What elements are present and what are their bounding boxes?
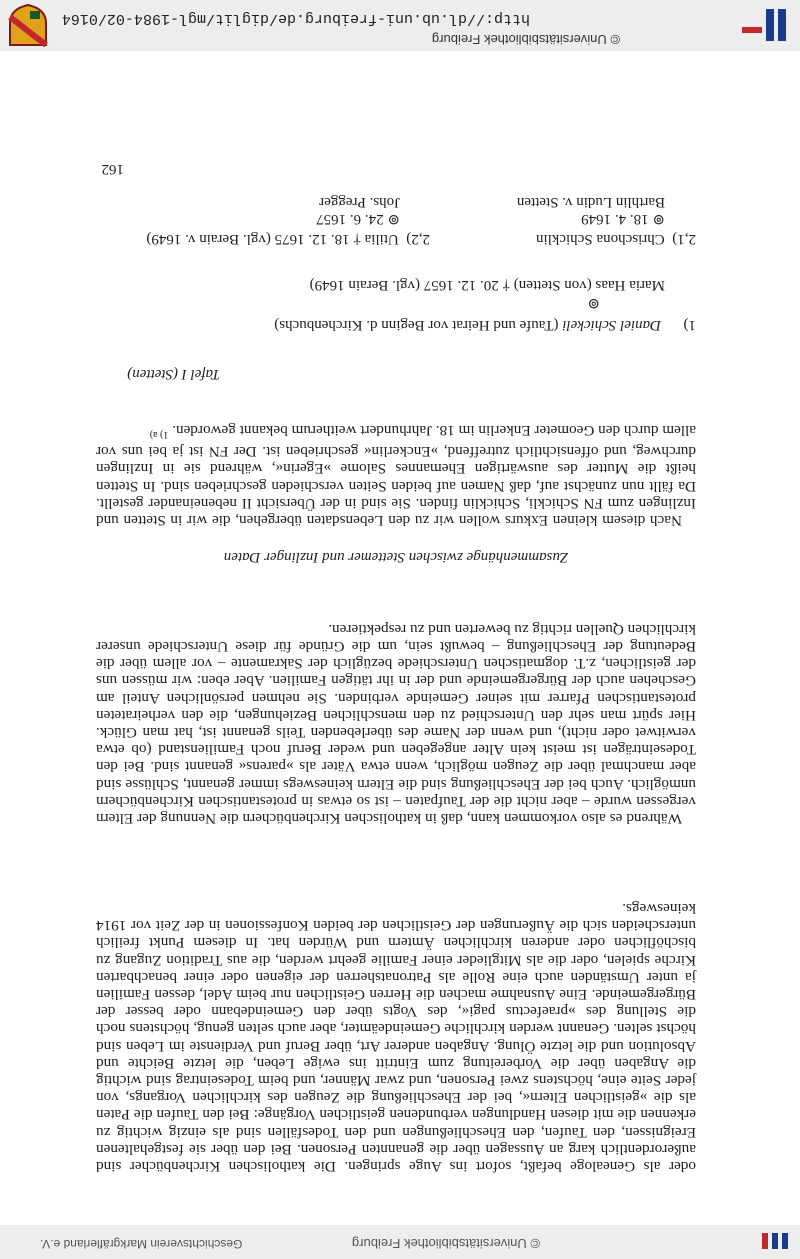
bottom-credit: © Universitätsbibliothek Freiburg (431, 32, 620, 47)
child-1-spouse: Barthlin Ludin v. Stetten (516, 194, 665, 210)
genealogy-line-2: Maria Haas (von Stetten) † 20. 12. 1657 (vgl. Berain 1649) (309, 277, 665, 293)
viewer-bottom-bar (0, 0, 800, 51)
top-association: Geschichtsverein Markgräflerland e.V. (40, 1237, 243, 1251)
child-1-marriage: ⊚ 18. 4. 1649 (581, 211, 665, 227)
paragraph-2: Während es also vorkommen kann, daß in katholischen Kirchenbüchern die Nennung der Eltern vergessen wurde – aber nicht die der Taufpaten – ist so etwas in protestantischen Kirchenbüchern unmöglich. Auch bei der Eheschließung sind die Eltern keineswegs immer genannt, Schlüsse sind aber manchmal über die Zeugen möglich, wenn etwa Väter als »parens« genannt sind. Bei den Todeseinträgen ist meist kein Alter angegeben und weder Beruf noch Familienstand (ob etwa verwitwet oder nicht), und wenn der Name des überlebenden Teils genannt ist, hat man Glück. Hier spürt man sehr den Unterschied zu den menschlichen Beziehungen, die den verheirateten protestantischen Pfarrer mit seiner Gemeinde verbinden. Sie nehmen persönlichen Anteil am Geschehen auch der Bürgergemeinde und der in ihr tätigen Familien. Aber eben: wir müssen uns der geistlichen, z.T. dogmatischen Unterschiede bezüglich der Sakramente – vor allem über die Bedeutung der Eheschließung – bewußt sein, um die Gründe für diese Unterschiede unserer kirchlichen Quellen richtig zu bewerten und zu respektieren. (96, 620, 696, 827)
child-2-spouse: Johs. Pregger (319, 194, 400, 210)
child-2: 2,2) Utilia † 18. 12. 1675 (vgl. Berain v. 1649) (146, 231, 430, 247)
genealogy-line-1: 1) Daniel Schickeli (Taufe und Heirat vor Beginn d. Kirchenbuchs) (274, 317, 696, 333)
section-heading: Zusammenhänge zwischen Stettemer und Inzlinger Daten (223, 549, 569, 565)
marriage-symbol: ⊚ (587, 295, 600, 311)
footnote-reference: 1) a) (149, 428, 169, 440)
paragraph-1: oder als Genealoge befaßt, sofort ins Auge springen. Die katholischen Kirchenbücher sind außerordentlich karg an Aussagen über die genannten Personen. Bei den über sie festgehaltenen Ereignissen, den Taufen, den Eheschließungen und den Todesfällen sind als einzig wichtig zu erkennen die mit diesen Handlungen verbundenen geistlichen Vorgänge: Bei den Taufen die Paten als die »geistlichen Eltern«, bei der Eheschließung die Zeugen des kirchlichen Vorgangs, von jeder Seite eine, höchstens zwei Personen, und zwar Männer, und beim Todeseintrag sind wichtig die Angaben über die Vorbereitung zum Eintritt ins ewige Leben, die letzte Beichte und Absolution und die letzte Ölung. Angaben anderer Art, über Beruf und Verdienste im Leben sind höchst selten. Genannt werden kirchliche Gemeindeämter, aber auch selten genug, höchstens noch die Stellung des »praefectus pagi«, des Vogts über den Gemeindebann oder besser der Bürgergemeinde. Eine Ausnahme machen die Herren Geistlichen nur beim Adel, dessen Familien ja unter Umständen auch eine Rolle als Patronatsherren der eigenen oder einer benachbarten Kirche spielen, oder die als Mitglieder einer Familie geehrt werden, die aus Tradition Zugang zu bischöflichen oder anderen kirchlichen Ämtern und Würden hat. In diesem Punkt freilich unterscheiden sich die Äußerungen der Geistlichen der beiden Konfessionen in der Zeit vor 1914 keineswegs. (96, 899, 696, 1175)
top-credit: © Universitätsbibliothek Freiburg (351, 1236, 540, 1251)
table-title: Tafel I (Stetten) (127, 366, 220, 382)
paragraph-3: Nach diesem kleinen Exkurs wollen wir zu den Lebensdaten übergehen, die wir in Stetten und Inzlingen zum FN Schickli, Schicklin finden. Sie sind in der Übersicht II nebeneinander gestellt. Da fällt nun zunächst auf, daß Namen auf beiden Seiten verschieden geschrieben sind. In Stetten heißt die Mutter des auswärtigen Ehemannes Salome »Egerin«, während sie in Inzlingen durchweg, und offensichtlich zutreffend, »Enckerlin« geschrieben ist. Der FN ist ja bei uns vor allem durch den Geometer Enkerlin im 18. Jahrhundert weitherum bekannt geworden. $^{1) a)}$ (96, 421, 696, 529)
permalink-url[interactable]: http://dl.ub.uni-freiburg.de/diglit/mgl-1984-02/0164 (61, 10, 530, 27)
library-logo-icon (760, 1229, 790, 1253)
coat-of-arms-icon (8, 3, 48, 47)
child-1: 2,1) Chrischona Schicklin (536, 231, 696, 247)
viewer-top-bar (0, 1225, 800, 1259)
person-daniel: Daniel Schickeli (562, 317, 661, 333)
page-number: 162 (101, 161, 124, 177)
library-logo-icon (710, 5, 790, 45)
child-2-marriage: ⊚ 24. 6. 1657 (316, 211, 400, 227)
